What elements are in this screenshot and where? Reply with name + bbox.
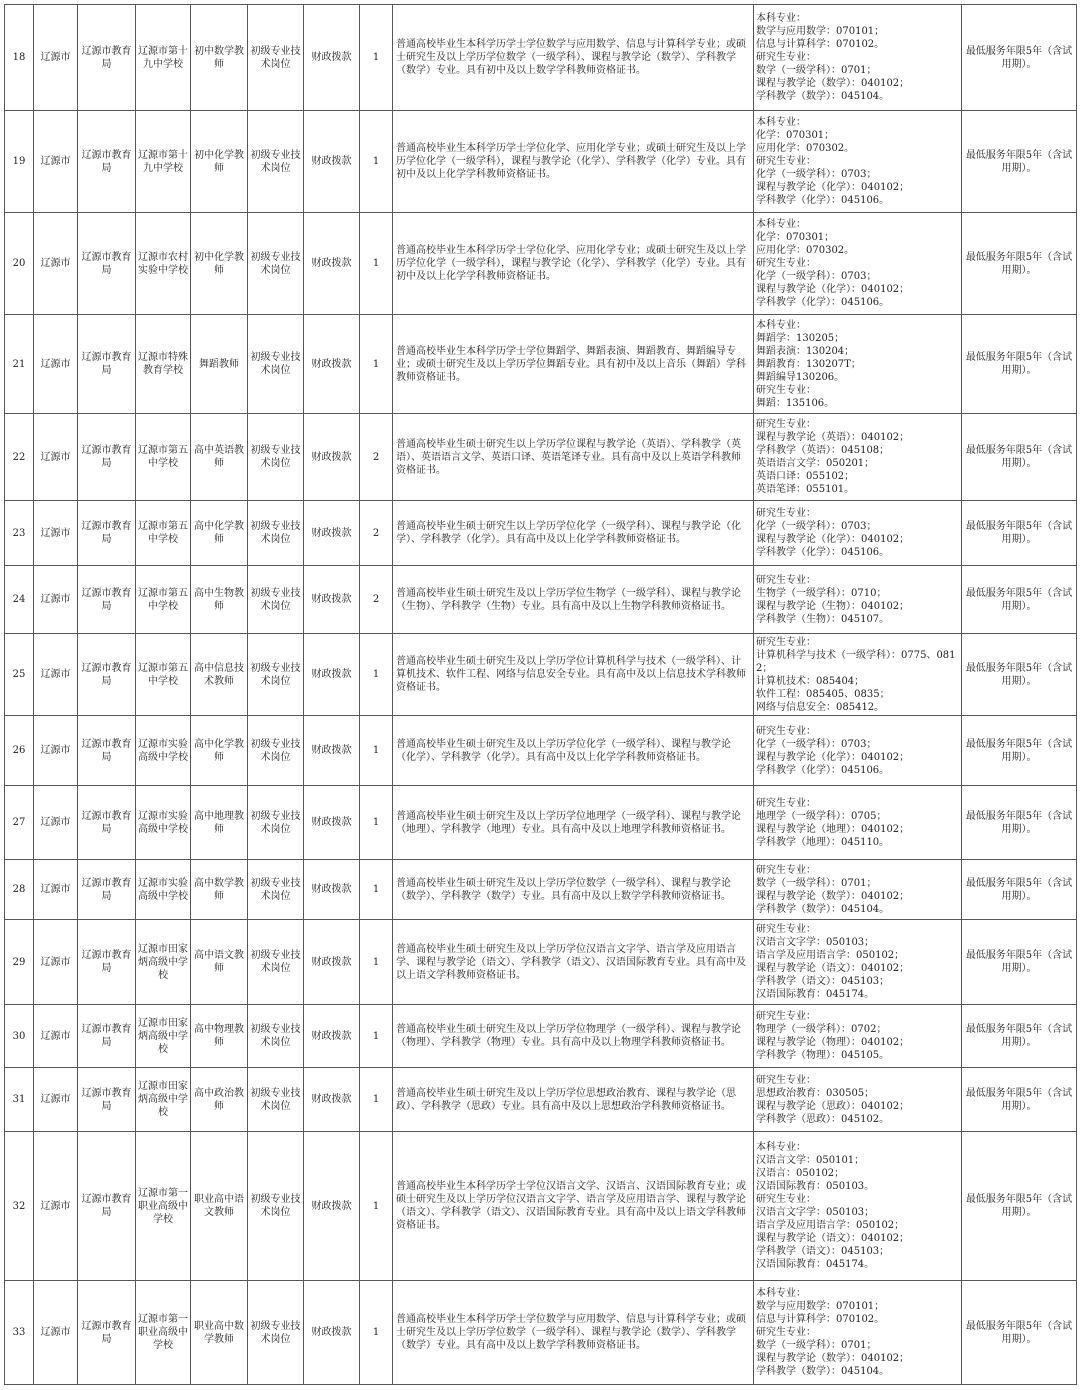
table-row (5, 860, 1077, 920)
row-number-cell: 25 (5, 634, 34, 716)
recruitment-table (4, 4, 1077, 1385)
employer-unit-cell: 辽源市第五中学校 (136, 634, 191, 716)
remarks-cell: 最低服务年限5年（含试用期）。 (962, 920, 1077, 1005)
employer-unit-cell: 辽源市第十九中学校 (136, 111, 191, 213)
hiring-count-cell: 1 (360, 1281, 393, 1385)
funding-type-cell: 财政拨款 (304, 1068, 360, 1132)
table-row (5, 414, 1077, 501)
major-codes-cell: 研究生专业： 课程与教学论（英语）：040102； 学科教学（英语）：045108； 英语语言文学：050201； 英语口译：055102； 英语笔译：055101。 (754, 414, 962, 501)
requirements-cell: 普通高校毕业生硕士研究生以上学历学位化学（一级学科）、课程与教学论（化学）、学科教学（化学）。具有高中及以上化学学科教师资格证书。 (393, 501, 754, 566)
position-level-cell: 初级专业技术岗位 (248, 111, 304, 213)
department-cell: 辽源市教育局 (78, 860, 136, 920)
requirements-cell: 普通高校毕业生硕士研究生及以上学历学位数学（一级学科）、课程与教学论（数学）、学科教学（数学）专业。具有高中及以上数学学科教师资格证书。 (393, 860, 754, 920)
table-body (5, 5, 1077, 1385)
department-cell: 辽源市教育局 (78, 920, 136, 1005)
position-level-cell: 初级专业技术岗位 (248, 716, 304, 786)
department-cell: 辽源市教育局 (78, 1068, 136, 1132)
city-cell: 辽源市 (34, 634, 78, 716)
funding-type-cell: 财政拨款 (304, 5, 360, 111)
hiring-count-cell: 1 (360, 5, 393, 111)
position-name-cell: 高中物理教师 (191, 1005, 248, 1068)
position-name-cell: 职业高中语文教师 (191, 1132, 248, 1281)
position-level-cell: 初级专业技术岗位 (248, 920, 304, 1005)
funding-type-cell: 财政拨款 (304, 1005, 360, 1068)
row-number-cell: 19 (5, 111, 34, 213)
funding-type-cell: 财政拨款 (304, 1132, 360, 1281)
row-number-cell: 30 (5, 1005, 34, 1068)
major-codes-cell: 本科专业： 数学与应用数学：070101； 信息与计算科学：070102。 研究生专业： 数学（一级学科）：0701； 课程与教学论（数学）：040102； 学科教学（数学）：045104。 (754, 5, 962, 111)
funding-type-cell: 财政拨款 (304, 315, 360, 414)
table-row (5, 1281, 1077, 1385)
major-codes-cell: 研究生专业： 数学（一级学科）：0701； 课程与教学论（数学）：040102； 学科教学（数学）：045104。 (754, 860, 962, 920)
major-codes-cell: 本科专业： 化学：070301； 应用化学：070302。 研究生专业： 化学（一级学科）：0703； 课程与教学论（化学）：040102； 学科教学（化学）：045106。 (754, 111, 962, 213)
position-name-cell: 高中英语教师 (191, 414, 248, 501)
employer-unit-cell: 辽源市田家炳高级中学校 (136, 920, 191, 1005)
employer-unit-cell: 辽源市第五中学校 (136, 501, 191, 566)
hiring-count-cell: 1 (360, 1005, 393, 1068)
city-cell: 辽源市 (34, 1005, 78, 1068)
city-cell: 辽源市 (34, 566, 78, 634)
department-cell: 辽源市教育局 (78, 414, 136, 501)
major-codes-cell: 研究生专业： 生物学（一级学科）：0710； 课程与教学论（生物）：040102； 学科教学（生物）：045107。 (754, 566, 962, 634)
department-cell: 辽源市教育局 (78, 501, 136, 566)
position-name-cell: 高中语文教师 (191, 920, 248, 1005)
position-name-cell: 高中化学教师 (191, 716, 248, 786)
major-codes-cell: 研究生专业： 化学（一级学科）：0703； 课程与教学论（化学）：040102； 学科教学（化学）：045106。 (754, 716, 962, 786)
position-level-cell: 初级专业技术岗位 (248, 501, 304, 566)
city-cell: 辽源市 (34, 920, 78, 1005)
row-number-cell: 31 (5, 1068, 34, 1132)
remarks-cell: 最低服务年限5年（含试用期）。 (962, 213, 1077, 315)
hiring-count-cell: 1 (360, 786, 393, 860)
department-cell: 辽源市教育局 (78, 716, 136, 786)
employer-unit-cell: 辽源市第一职业高级中学校 (136, 1132, 191, 1281)
remarks-cell: 最低服务年限5年（含试用期）。 (962, 5, 1077, 111)
city-cell: 辽源市 (34, 1281, 78, 1385)
employer-unit-cell: 辽源市田家炳高级中学校 (136, 1005, 191, 1068)
employer-unit-cell: 辽源市第一职业高级中学校 (136, 1281, 191, 1385)
requirements-cell: 普通高校毕业生本科学历学士学位数学与应用数学、信息与计算科学专业；或硕士研究生及以上学历学位数学（一级学科）、课程与教学论（数学）、学科教学（数学）专业。具有高中及以上数学学科教师资格证书。 (393, 1281, 754, 1385)
employer-unit-cell: 辽源市第十九中学校 (136, 5, 191, 111)
position-level-cell: 初级专业技术岗位 (248, 1132, 304, 1281)
funding-type-cell: 财政拨款 (304, 566, 360, 634)
table-row (5, 920, 1077, 1005)
department-cell: 辽源市教育局 (78, 1132, 136, 1281)
table-row (5, 1068, 1077, 1132)
department-cell: 辽源市教育局 (78, 213, 136, 315)
position-level-cell: 初级专业技术岗位 (248, 315, 304, 414)
requirements-cell: 普通高校毕业生硕士研究生及以上学历学位物理学（一级学科）、课程与教学论（物理）、学科教学（物理）专业。具有高中及以上物理学科教师资格证书。 (393, 1005, 754, 1068)
position-name-cell: 初中化学教师 (191, 213, 248, 315)
hiring-count-cell: 1 (360, 213, 393, 315)
requirements-cell: 普通高校毕业生硕士研究生及以上学历学位地理学（一级学科）、课程与教学论（地理）、学科教学（地理）专业。具有高中及以上地理学科教师资格证书。 (393, 786, 754, 860)
row-number-cell: 28 (5, 860, 34, 920)
position-level-cell: 初级专业技术岗位 (248, 786, 304, 860)
city-cell: 辽源市 (34, 860, 78, 920)
employer-unit-cell: 辽源市第五中学校 (136, 566, 191, 634)
hiring-count-cell: 1 (360, 315, 393, 414)
city-cell: 辽源市 (34, 1068, 78, 1132)
hiring-count-cell: 1 (360, 1068, 393, 1132)
employer-unit-cell: 辽源市实验高级中学校 (136, 716, 191, 786)
department-cell: 辽源市教育局 (78, 5, 136, 111)
department-cell: 辽源市教育局 (78, 1281, 136, 1385)
table-row (5, 1132, 1077, 1281)
funding-type-cell: 财政拨款 (304, 414, 360, 501)
row-number-cell: 21 (5, 315, 34, 414)
employer-unit-cell: 辽源市特殊教育学校 (136, 315, 191, 414)
table-row (5, 566, 1077, 634)
requirements-cell: 普通高校毕业生硕士研究生及以上学历学位思想政治教育、课程与教学论（思政）、学科教学（思政）专业。具有高中及以上思想政治学科教师资格证书。 (393, 1068, 754, 1132)
funding-type-cell: 财政拨款 (304, 501, 360, 566)
remarks-cell: 最低服务年限5年（含试用期）。 (962, 634, 1077, 716)
city-cell: 辽源市 (34, 501, 78, 566)
requirements-cell: 普通高校毕业生硕士研究生以上学历学位课程与教学论（英语）、学科教学（英语）、英语语言文学、英语口译、英语笔译专业。具有高中及以上英语学科教师资格证书。 (393, 414, 754, 501)
remarks-cell: 最低服务年限5年（含试用期）。 (962, 1132, 1077, 1281)
row-number-cell: 29 (5, 920, 34, 1005)
funding-type-cell: 财政拨款 (304, 716, 360, 786)
position-level-cell: 初级专业技术岗位 (248, 1281, 304, 1385)
row-number-cell: 33 (5, 1281, 34, 1385)
requirements-cell: 普通高校毕业生本科学历学士学位化学、应用化学专业；或硕士研究生及以上学历学位化学（一级学科），课程与教学论（化学）、学科教学（化学）专业。具有初中及以上化学学科教师资格证书。 (393, 213, 754, 315)
position-level-cell: 初级专业技术岗位 (248, 5, 304, 111)
row-number-cell: 22 (5, 414, 34, 501)
position-name-cell: 舞蹈教师 (191, 315, 248, 414)
table-row (5, 315, 1077, 414)
requirements-cell: 普通高校毕业生本科学历学士学位数学与应用数学、信息与计算科学专业；或硕士研究生及以上学历学位数学（一级学科）、课程与教学论（数学）、学科教学（数学）专业。具有初中及以上数学学科教师资格证书。 (393, 5, 754, 111)
table-row (5, 501, 1077, 566)
funding-type-cell: 财政拨款 (304, 213, 360, 315)
major-codes-cell: 本科专业： 汉语言文学：050101； 汉语言：050102； 汉语国际教育：050103。 研究生专业： 汉语言文字学：050103； 语言学及应用语言学：050102； 课程与教学论（语文）：040102； 学科教学（语文）：045103； 汉语国际教育：045174。 (754, 1132, 962, 1281)
position-level-cell: 初级专业技术岗位 (248, 1068, 304, 1132)
major-codes-cell: 本科专业： 舞蹈学：130205； 舞蹈表演：130204； 舞蹈教育：130207T； 舞蹈编导130206。 研究生专业： 舞蹈：135106。 (754, 315, 962, 414)
employer-unit-cell: 辽源市实验高级中学校 (136, 786, 191, 860)
major-codes-cell: 研究生专业： 地理学（一级学科）：0705； 课程与教学论（地理）：040102； 学科教学（地理）：045110。 (754, 786, 962, 860)
remarks-cell: 最低服务年限5年（含试用期）。 (962, 716, 1077, 786)
city-cell: 辽源市 (34, 111, 78, 213)
position-level-cell: 初级专业技术岗位 (248, 414, 304, 501)
table-row (5, 1005, 1077, 1068)
hiring-count-cell: 1 (360, 860, 393, 920)
remarks-cell: 最低服务年限5年（含试用期）。 (962, 1281, 1077, 1385)
row-number-cell: 24 (5, 566, 34, 634)
remarks-cell: 最低服务年限5年（含试用期）。 (962, 501, 1077, 566)
requirements-cell: 普通高校毕业生本科学历学士学位汉语言文学、汉语言、汉语国际教育专业；或硕士研究生及以上学历学位汉语言文字学、语言学及应用语言学、课程与教学论（语文）、学科教学（语文）、汉语国际教育专业。具有高中及以上语文学科教师资格证书。 (393, 1132, 754, 1281)
hiring-count-cell: 1 (360, 716, 393, 786)
funding-type-cell: 财政拨款 (304, 860, 360, 920)
position-level-cell: 初级专业技术岗位 (248, 213, 304, 315)
department-cell: 辽源市教育局 (78, 634, 136, 716)
major-codes-cell: 研究生专业： 化学（一级学科）：0703； 课程与教学论（化学）：040102； 学科教学（化学）：045106。 (754, 501, 962, 566)
city-cell: 辽源市 (34, 5, 78, 111)
department-cell: 辽源市教育局 (78, 1005, 136, 1068)
row-number-cell: 20 (5, 213, 34, 315)
city-cell: 辽源市 (34, 315, 78, 414)
table-row (5, 213, 1077, 315)
position-level-cell: 初级专业技术岗位 (248, 634, 304, 716)
hiring-count-cell: 1 (360, 634, 393, 716)
table-row (5, 5, 1077, 111)
funding-type-cell: 财政拨款 (304, 634, 360, 716)
position-name-cell: 高中信息技术教师 (191, 634, 248, 716)
city-cell: 辽源市 (34, 213, 78, 315)
row-number-cell: 23 (5, 501, 34, 566)
city-cell: 辽源市 (34, 1132, 78, 1281)
major-codes-cell: 研究生专业： 汉语言文字学：050103； 语言学及应用语言学：050102； 课程与教学论（语文）：040102； 学科教学（语文）：045103； 汉语国际教育：045174。 (754, 920, 962, 1005)
employer-unit-cell: 辽源市田家炳高级中学校 (136, 1068, 191, 1132)
table-row (5, 111, 1077, 213)
requirements-cell: 普通高校毕业生本科学历学士学位舞蹈学、舞蹈表演、舞蹈教育、舞蹈编导专业；或硕士研究生及以上学历学位舞蹈专业。具有初中及以上音乐（舞蹈）学科教师资格证书。 (393, 315, 754, 414)
remarks-cell: 最低服务年限5年（含试用期）。 (962, 786, 1077, 860)
funding-type-cell: 财政拨款 (304, 111, 360, 213)
position-level-cell: 初级专业技术岗位 (248, 566, 304, 634)
position-name-cell: 高中化学教师 (191, 501, 248, 566)
requirements-cell: 普通高校毕业生硕士研究生及以上学历学位汉语言文字学、语言学及应用语言学、课程与教学论（语文）、学科教学（语文）、汉语国际教育专业。具有高中及以上语文学科教师资格证书。 (393, 920, 754, 1005)
position-name-cell: 初中化学教师 (191, 111, 248, 213)
hiring-count-cell: 2 (360, 501, 393, 566)
row-number-cell: 18 (5, 5, 34, 111)
table-row (5, 716, 1077, 786)
remarks-cell: 最低服务年限5年（含试用期）。 (962, 566, 1077, 634)
requirements-cell: 普通高校毕业生硕士研究生及以上学历学位生物学（一级学科）、课程与教学论（生物）、学科教学（生物）专业。具有高中及以上生物学科教师资格证书。 (393, 566, 754, 634)
employer-unit-cell: 辽源市农村实验中学校 (136, 213, 191, 315)
funding-type-cell: 财政拨款 (304, 920, 360, 1005)
position-name-cell: 高中政治教师 (191, 1068, 248, 1132)
major-codes-cell: 研究生专业： 计算机科学与技术（一级学科）：0775、0812； 计算机技术：085404； 软件工程：085405、0835； 网络与信息安全：085412。 (754, 634, 962, 716)
major-codes-cell: 研究生专业： 思想政治教育：030505； 课程与教学论（思政）：040102； 学科教学（思政）：045102。 (754, 1068, 962, 1132)
funding-type-cell: 财政拨款 (304, 1281, 360, 1385)
position-name-cell: 高中生物教师 (191, 566, 248, 634)
funding-type-cell: 财政拨款 (304, 786, 360, 860)
requirements-cell: 普通高校毕业生硕士研究生及以上学历学位化学（一级学科）、课程与教学论（化学）、学科教学（化学）。具有高中及以上化学学科教师资格证书。 (393, 716, 754, 786)
remarks-cell: 最低服务年限5年（含试用期）。 (962, 414, 1077, 501)
position-level-cell: 初级专业技术岗位 (248, 1005, 304, 1068)
position-name-cell: 高中数学教师 (191, 860, 248, 920)
row-number-cell: 32 (5, 1132, 34, 1281)
major-codes-cell: 本科专业： 数学与应用数学：070101； 信息与计算科学：070102。 研究生专业： 数学（一级学科）：0701； 课程与教学论（数学）：040102； 学科教学（数学）：045104。 (754, 1281, 962, 1385)
row-number-cell: 26 (5, 716, 34, 786)
city-cell: 辽源市 (34, 414, 78, 501)
remarks-cell: 最低服务年限5年（含试用期）。 (962, 315, 1077, 414)
city-cell: 辽源市 (34, 716, 78, 786)
department-cell: 辽源市教育局 (78, 315, 136, 414)
requirements-cell: 普通高校毕业生硕士研究生及以上学历学位计算机科学与技术（一级学科）、计算机技术、软件工程、网络与信息安全专业。具有高中及以上信息技术学科教师资格证书。 (393, 634, 754, 716)
hiring-count-cell: 1 (360, 920, 393, 1005)
employer-unit-cell: 辽源市实验高级中学校 (136, 860, 191, 920)
city-cell: 辽源市 (34, 786, 78, 860)
department-cell: 辽源市教育局 (78, 786, 136, 860)
row-number-cell: 27 (5, 786, 34, 860)
requirements-cell: 普通高校毕业生本科学历学士学位化学、应用化学专业；或硕士研究生及以上学历学位化学（一级学科），课程与教学论（化学）、学科教学（化学）专业。具有初中及以上化学学科教师资格证书。 (393, 111, 754, 213)
remarks-cell: 最低服务年限5年（含试用期）。 (962, 860, 1077, 920)
hiring-count-cell: 1 (360, 1132, 393, 1281)
hiring-count-cell: 2 (360, 566, 393, 634)
major-codes-cell: 本科专业： 化学：070301； 应用化学：070302。 研究生专业： 化学（一级学科）：0703； 课程与教学论（化学）：040102； 学科教学（化学）：045106。 (754, 213, 962, 315)
position-name-cell: 职业高中数学教师 (191, 1281, 248, 1385)
remarks-cell: 最低服务年限5年（含试用期）。 (962, 1005, 1077, 1068)
position-name-cell: 高中地理教师 (191, 786, 248, 860)
department-cell: 辽源市教育局 (78, 566, 136, 634)
position-level-cell: 初级专业技术岗位 (248, 860, 304, 920)
table-row (5, 634, 1077, 716)
employer-unit-cell: 辽源市第五中学校 (136, 414, 191, 501)
remarks-cell: 最低服务年限5年（含试用期）。 (962, 1068, 1077, 1132)
hiring-count-cell: 1 (360, 111, 393, 213)
hiring-count-cell: 2 (360, 414, 393, 501)
position-name-cell: 初中数学教师 (191, 5, 248, 111)
remarks-cell: 最低服务年限5年（含试用期）。 (962, 111, 1077, 213)
department-cell: 辽源市教育局 (78, 111, 136, 213)
major-codes-cell: 研究生专业： 物理学（一级学科）：0702； 课程与教学论（物理）：040102； 学科教学（物理）：045105。 (754, 1005, 962, 1068)
table-row (5, 786, 1077, 860)
